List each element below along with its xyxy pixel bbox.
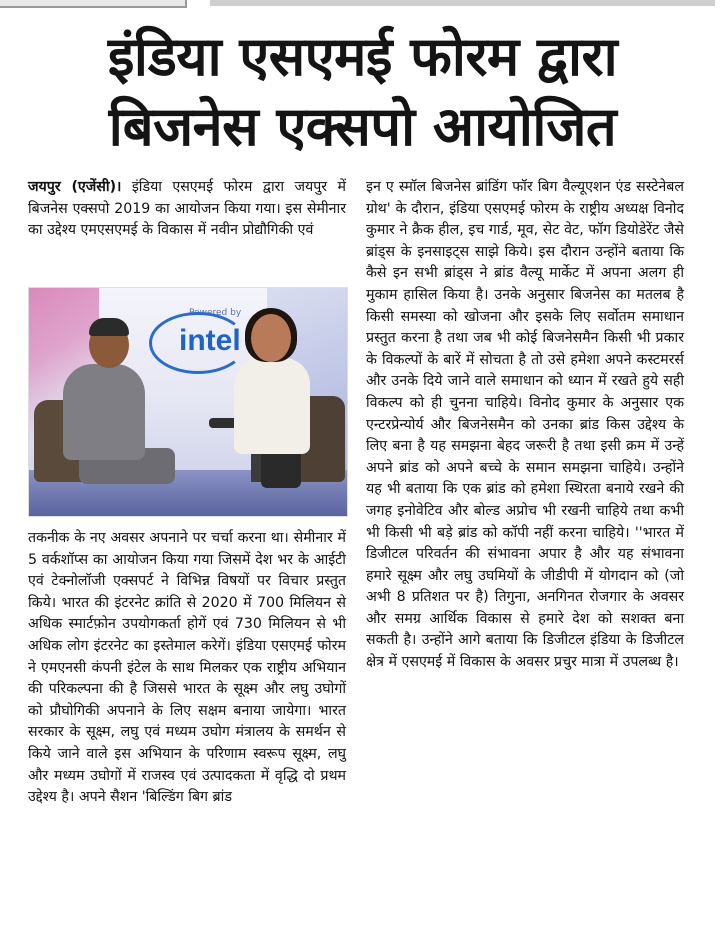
speaker-woman <box>234 358 310 454</box>
speaker-woman-legs <box>261 448 301 488</box>
event-photo <box>28 287 348 517</box>
article-text-left-bottom: तकनीक के नए अवसर अपनाने पर चर्चा करना था। सेमीनार में 5 वर्कशॉप्स का आयोजन किया गया जिसमें देश भर के आईटी एवं टेक्नोलॉजी एक्सपर्ट ने विभिन्न विषयों पर विचार प्रस्तुत किये। भारत की इंटरनेट क्रांति से 2020 में 700 मिलियन से अधिक स्मार्टफ़ोन उपयोगकर्ता होगें एवं 730 मिलियन से भी अधिक लोग इंटरनेट का इस्तेमाल करेगें। इंडिया एसएमई फोरम ने एमएनसी कंपनी इंटेल के साथ मिलकर एक राष्ट्रीय अभियान की परिकल्पना की है जिससे भारत के सूक्ष्म और लघु उघोगों को प्रौघोगिकी अपनाने के लिए सक्षम बनाया जायेगा। भारत सरकार के सूक्ष्म, लघु एवं मध्यम उघोग मंत्रालय के समर्थन से किये जाने वाले इस अभियान के परिणाम स्वरूप सूक्ष्म, लघु और मध्यम उघोगों में राजस्व एवं उत्पादकता में वृद्धि दो प्रथम उद्देश्य है। अपने सैशन 'बिल्डिंग बिग ब्रांड <box>28 530 346 806</box>
headline-line-1: इंडिया एसएमई फोरम द्वारा <box>107 25 618 88</box>
speaker-woman-head <box>251 314 291 362</box>
dateline: जयपुर (एजेंसी)। <box>28 179 122 195</box>
intel-logo: intel <box>179 324 241 357</box>
article-column-left-top <box>28 177 346 242</box>
speaker-man-hair <box>89 318 129 336</box>
article-column-right <box>366 177 684 674</box>
headline-line-2: बिजनेस एक्सपो आयोजित <box>108 95 617 158</box>
article-text-left-top: इंडिया एसएमई फोरम द्वारा जयपुर में बिजनेस एक्सपो 2019 का आयोजन किया गया। इस सेमीनार का उद्देश्य एमएसएमई के विकास में नवीन प्रोद्यौगिकी एवं <box>28 179 346 239</box>
headline <box>0 22 725 162</box>
article-text-right: इन ए स्मॉल बिजनेस ब्रांडिंग फॉर बिग वैल्यूएशन एंड सस्टेनेबल ग्रोथ' के दौरान, इंडिया एसएमई फोरम के राष्ट्रीय अध्यक्ष विनोद कुमार ने क्रैक हील, इच गार्ड, मूव, सेट वेट, फॉग डियोडेरेंट जैसे ब्रांड्स के इनसाइट्स साझे किये। इस दौरान उन्होंने बताया कि कैसे इन सभी ब्रांड्स ने ब्रांड वैल्यू मार्केट में अपना अलग ही मुकाम हासिल किया है। उनके अनुसार बिजनेस का मतलब है किसी समस्या को खोजना और इसके लिए सर्वोतम समाधान प्रस्तुत करना है तथा जब भी कोई बिजनेसमैन किसी भी प्रकार के विकल्पों के बारें में सोचता है तो उसे हमेशा अपने कस्टमरर्स और उनके दिये जाने वाले समाधान को ध्यान में रखते हुये सही विकल्प को ही चुनना चाहिये। विनोद कुमार के अनुसार एक एन्टरप्रेन्योर्य और बिजनेसमैन को उनका ब्रांड किस उद्देश्य के लिए बना है यह समझना बेहद जरूरी है तथा इसी क्रम में उन्हें अपने ब्रांड को अपने बच्चे के समान समझना चाहिये। उन्होंने यह भी बताया कि एक ब्रांड को हमेशा स्थिरता बनाये रखने की जगह इनोवेटिव और बोल्ड अप्रोच भी रखनी चाहिये तथा कभी भी किसी भी बड़े ब्रांड को कॉपी नहीं करना चाहिये। ''भारत में डिजीटल परिवर्तन की संभावना अपार है और यह संभावना हमारे सूक्ष्म और लघु उघमियों के जीडीपी में योगदान को (जो अभी 8 प्रतिशत पर है) तिगुना, अनगिनत रोजगार के अवसर और समग्र आर्थिक विकास से हमारे देश को सशक्त बना सकती है। उन्होंने आगे बताया कि डिजीटल इंडिया के डिजीटल क्षेत्र में एसएमई में विकास के अवसर प्रचुर मात्रा में उपलब्ध है। <box>366 179 684 671</box>
powered-by-text: Powered by <box>189 308 242 318</box>
top-rule-right <box>210 0 715 6</box>
speaker-man <box>63 364 145 460</box>
article-column-left-bottom <box>28 528 346 809</box>
top-rule-left <box>0 0 187 8</box>
